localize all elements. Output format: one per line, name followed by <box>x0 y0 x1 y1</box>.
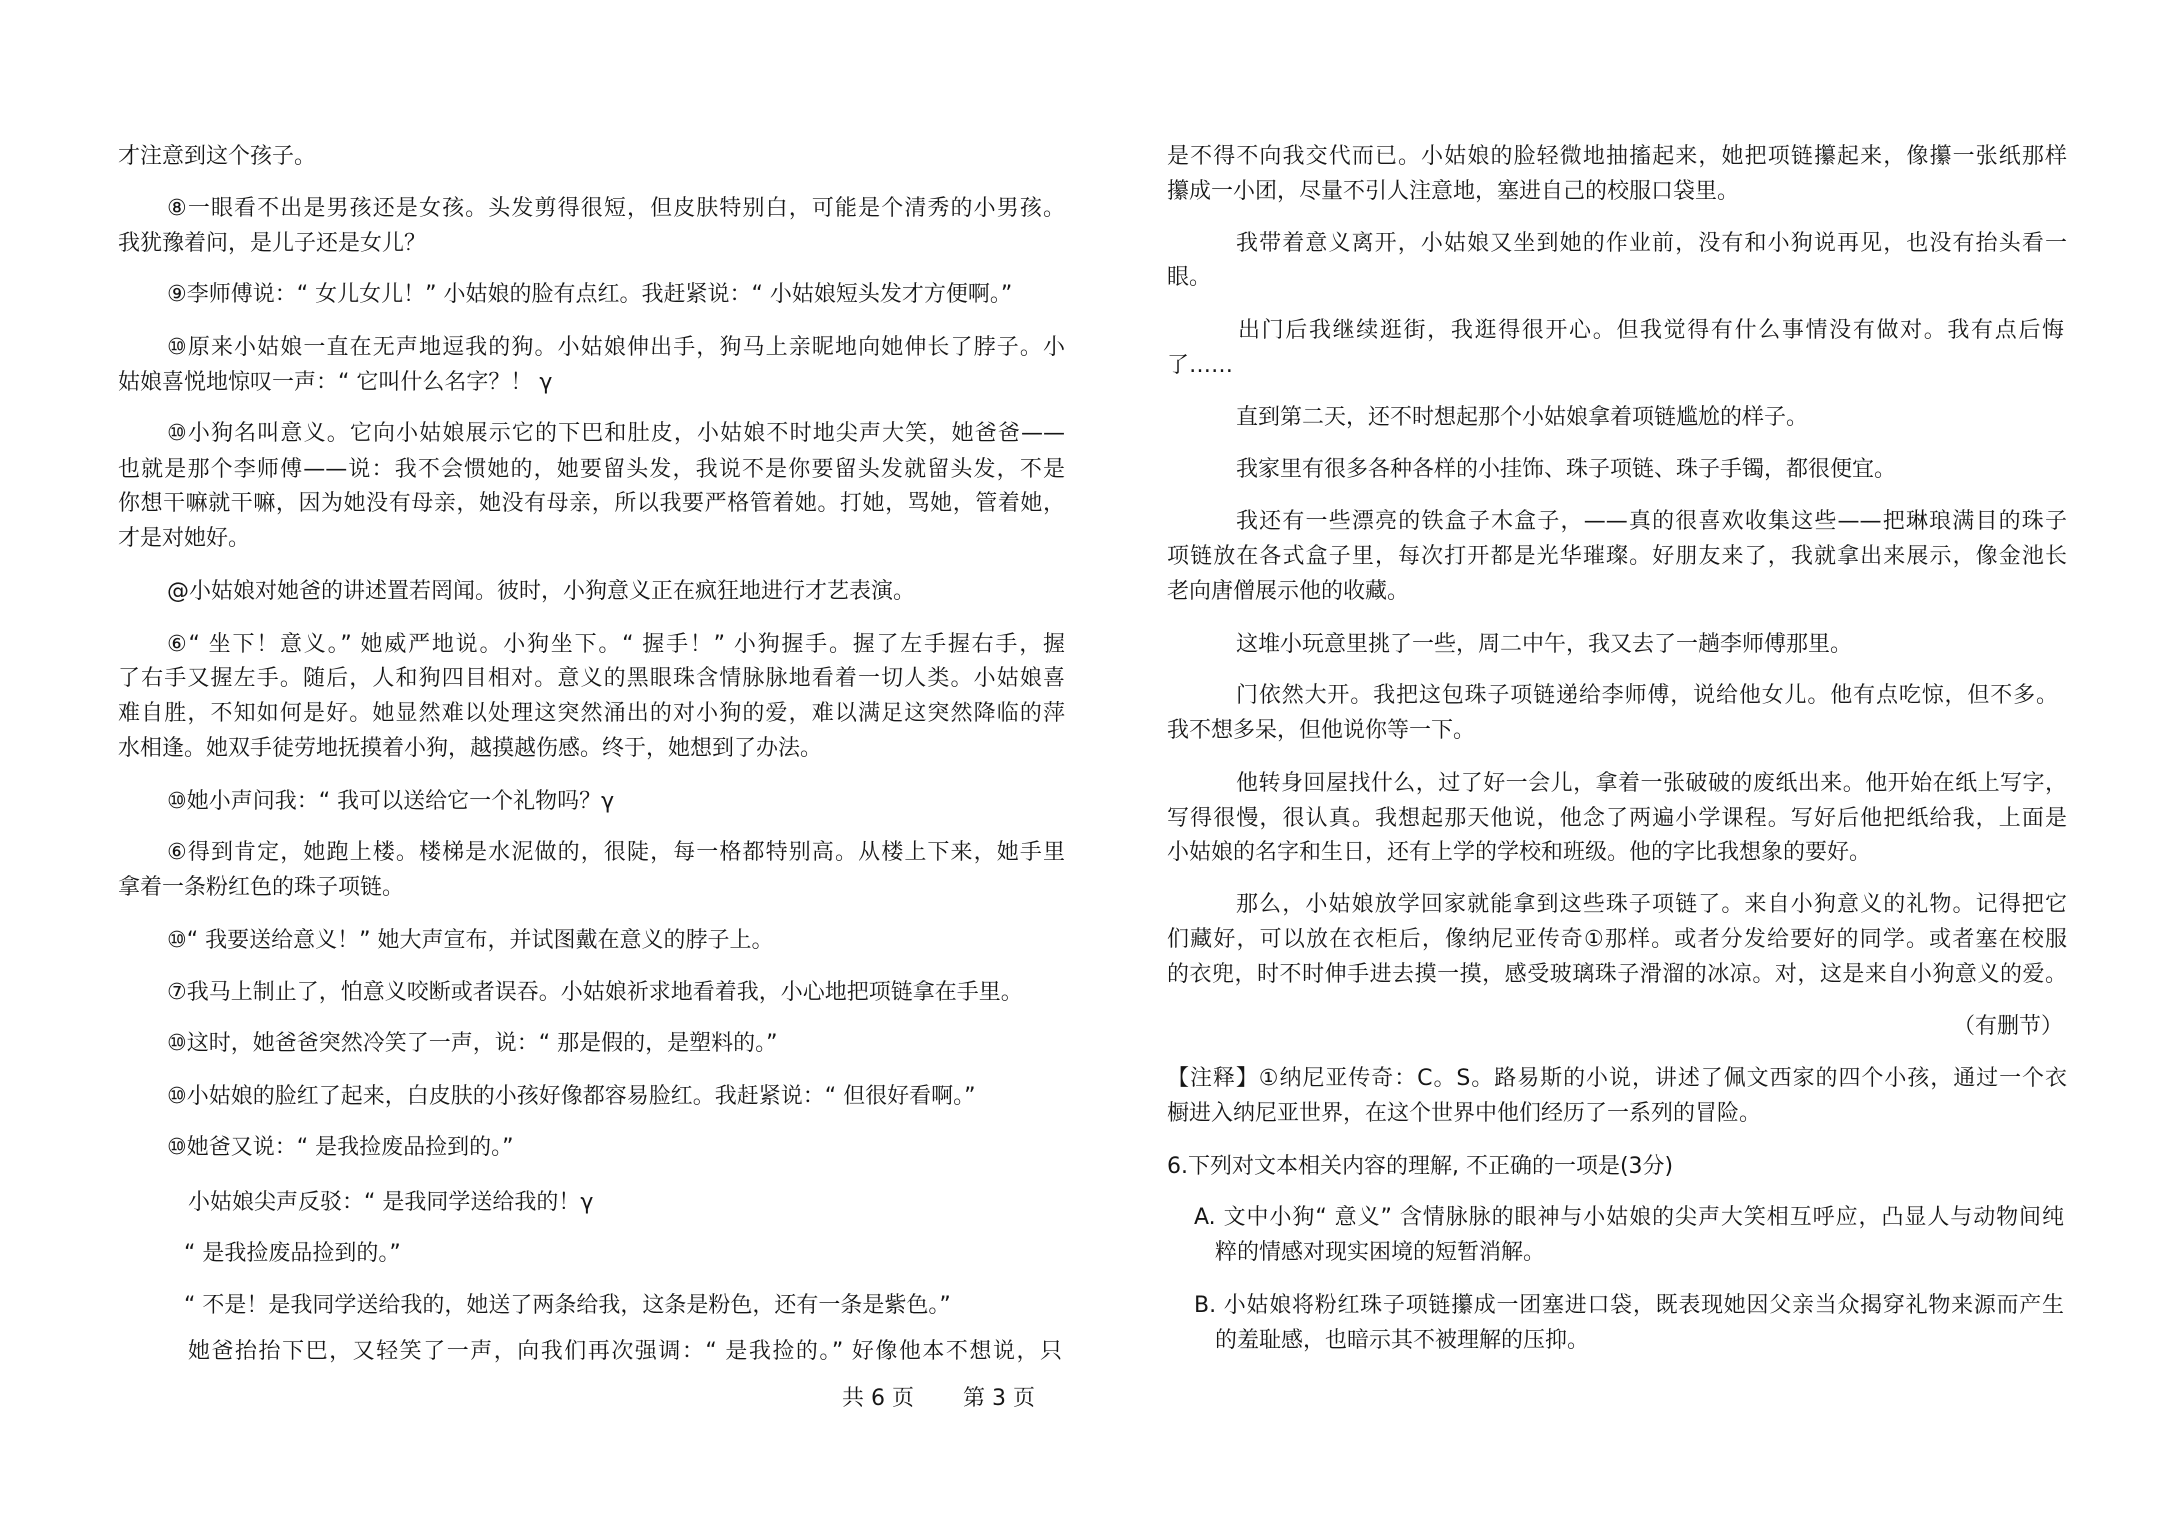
text-line: ⑧一眼看不出是男孩还是女孩。头发剪得很短，但皮肤特别白，可能是个清秀的小男孩。 <box>167 196 1065 221</box>
text-line: 也就是那个李师傅——说：我不会惯她的，她要留头发，我说不是你要留头发就留头发，不是 <box>118 457 1065 482</box>
text-line: “ 不是！是我同学送给我的，她送了两条给我，这条是粉色，还有一条是紫色。” <box>184 1293 951 1318</box>
text-line: ⑨李师傅说：“ 女儿女儿！” 小姑娘的脸有点红。我赶紧说：“ 小姑娘短头发才方便啊。” <box>167 282 1013 307</box>
text-line: 我带着意义离开，小姑娘又坐到她的作业前，没有和小狗说再见，也没有抬头看一 <box>1236 231 2067 256</box>
text-line: 【注释】①纳尼亚传奇：C。S。路易斯的小说，讲述了佩文西家的四个小孩，通过一个衣 <box>1167 1066 2067 1091</box>
text-line: ⑦我马上制止了，怕意义咬断或者误吞。小姑娘祈求地看着我，小心地把项链拿在手里。 <box>167 980 1023 1005</box>
text-line: 水相逢。她双手徒劳地抚摸着小狗，越摸越伤感。终于，她想到了办法。 <box>118 736 823 761</box>
text-line: 我犹豫着问，是儿子还是女儿？ <box>118 231 427 256</box>
text-line: 老向唐僧展示他的收藏。 <box>1167 579 1410 604</box>
text-line: ⑥得到肯定，她跑上楼。楼梯是水泥做的，很陡，每一格都特别高。从楼上下来，她手里 <box>167 840 1065 865</box>
text-line: 难自胜，不知如何是好。她显然难以处理这突然涌出的对小狗的爱，难以满足这突然降临的萍 <box>118 701 1065 726</box>
total-pages: 共 6 页 <box>842 1386 914 1411</box>
text-line: ⑩原来小姑娘一直在无声地逗我的狗。小姑娘伸出手，狗马上亲昵地向她伸长了脖子。小 <box>167 335 1065 360</box>
text-line: 我家里有很多各种各样的小挂饰、珠子项链、珠子手镯，都很便宜。 <box>1236 457 1897 482</box>
text-line: 出门后我继续逛街，我逛得很开心。但我觉得有什么事情没有做对。我有点后悔 <box>1238 318 2064 343</box>
text-line: 的衣兜，时不时伸手进去摸一摸，感受玻璃珠子滑溜的冰凉。对，这是来自小狗意义的爱。 <box>1167 962 2067 987</box>
text-line: ⑩“ 我要送给意义！” 她大声宣布，并试图戴在意义的脖子上。 <box>167 928 774 953</box>
abridgement-note: （有删节） <box>1952 1014 2063 1039</box>
text-line: ⑩她爸又说：“ 是我捡废品捡到的。” <box>167 1135 514 1160</box>
text-line: ⑩她小声问我：“ 我可以送给它一个礼物吗？γ <box>167 789 615 814</box>
text-line: ⑩小姑娘的脸红了起来，白皮肤的小孩好像都容易脸红。我赶紧说：“ 但很好看啊。” <box>167 1084 976 1109</box>
text-line: 小姑娘的名字和生日，还有上学的学校和班级。他的字比我想象的要好。 <box>1167 840 1872 865</box>
text-line: 她爸抬抬下巴，又轻笑了一声，向我们再次强调：“ 是我捡的。” 好像他本不想说，只 <box>188 1339 1062 1364</box>
text-line: ⑩小狗名叫意义。它向小姑娘展示它的下巴和肚皮，小姑娘不时地尖声大笑，她爸爸—— <box>167 421 1065 446</box>
text-line: 小姑娘尖声反驳：“ 是我同学送给我的！γ <box>188 1190 594 1215</box>
text-line: 项链放在各式盒子里，每次打开都是光华璀璨。好朋友来了，我就拿出来展示，像金池长 <box>1167 544 2067 569</box>
text-line: 才注意到这个孩子。 <box>118 144 317 169</box>
text-line: 直到第二天，还不时想起那个小姑娘拿着项链尴尬的样子。 <box>1236 405 1809 430</box>
text-line: B. 小姑娘将粉红珠子项链攥成一团塞进口袋，既表现她因父亲当众揭穿礼物来源而产生 <box>1194 1293 2064 1318</box>
text-line: 姑娘喜悦地惊叹一声：“ 它叫什么名字？！ γ <box>118 370 553 395</box>
text-line: @小姑娘对她爸的讲述置若罔闻。彼时，小狗意义正在疯狂地进行才艺表演。 <box>167 579 916 604</box>
text-line: ⑥“ 坐下！意义。” 她威严地说。小狗坐下。“ 握手！” 小狗握手。握了左手握右手，握 <box>167 632 1065 657</box>
text-line: 攥成一小团，尽量不引人注意地，塞进自己的校服口袋里。 <box>1167 179 1740 204</box>
text-line: 橱进入纳尼亚世界，在这个世界中他们经历了一系列的冒险。 <box>1167 1101 1762 1126</box>
text-line: 了…… <box>1167 353 1234 378</box>
text-line: 眼。 <box>1167 265 1212 290</box>
text-line: 粹的情感对现实困境的短暂消解。 <box>1215 1240 1546 1265</box>
current-page: 第 3 页 <box>963 1386 1035 1411</box>
text-line: 才是对她好。 <box>118 526 251 551</box>
text-line: “ 是我捡废品捡到的。” <box>184 1241 401 1266</box>
text-line: 我还有一些漂亮的铁盒子木盒子，——真的很喜欢收集这些——把琳琅满目的珠子 <box>1236 509 2067 534</box>
text-line: 这堆小玩意里挑了一些，周二中午，我又去了一趟李师傅那里。 <box>1236 632 1853 657</box>
text-line: 我不想多呆，但他说你等一下。 <box>1167 718 1476 743</box>
question-stem: 6.下列对文本相关内容的理解, 不正确的一项是(3分) <box>1167 1154 1674 1179</box>
text-line: 他转身回屋找什么，过了好一会儿，拿着一张破破的废纸出来。他开始在纸上写字， <box>1236 771 2067 796</box>
text-line: 了右手又握左手。随后，人和狗四目相对。意义的黑眼珠含情脉脉地看着一切人类。小姑娘喜 <box>118 666 1065 691</box>
text-line: 的羞耻感，也暗示其不被理解的压抑。 <box>1215 1328 1590 1353</box>
text-line: 门依然大开。我把这包珠子项链递给李师傅，说给他女儿。他有点吃惊，但不多。 <box>1236 683 2058 708</box>
text-line: 们藏好，可以放在衣柜后，像纳尼亚传奇①那样。或者分发给要好的同学。或者塞在校服 <box>1167 927 2067 952</box>
text-line: A. 文中小狗“ 意义” 含情脉脉的眼神与小姑娘的尖声大笑相互呼应，凸显人与动物间纯 <box>1194 1205 2064 1230</box>
text-line: 那么，小姑娘放学回家就能拿到这些珠子项链了。来自小狗意义的礼物。记得把它 <box>1236 892 2067 917</box>
text-line: ⑩这时，她爸爸突然冷笑了一声，说：“ 那是假的，是塑料的。” <box>167 1031 778 1056</box>
text-line: 拿着一条粉红色的珠子项链。 <box>118 875 405 900</box>
text-line: 写得很慢，很认真。我想起那天他说，他念了两遍小学课程。写好后他把纸给我，上面是 <box>1167 806 2067 831</box>
text-line: 你想干嘛就干嘛，因为她没有母亲，她没有母亲，所以我要严格管着她。打她，骂她，管着她， <box>118 491 1065 516</box>
text-line: 是不得不向我交代而已。小姑娘的脸轻微地抽搐起来，她把项链攥起来，像攥一张纸那样 <box>1167 144 2067 169</box>
